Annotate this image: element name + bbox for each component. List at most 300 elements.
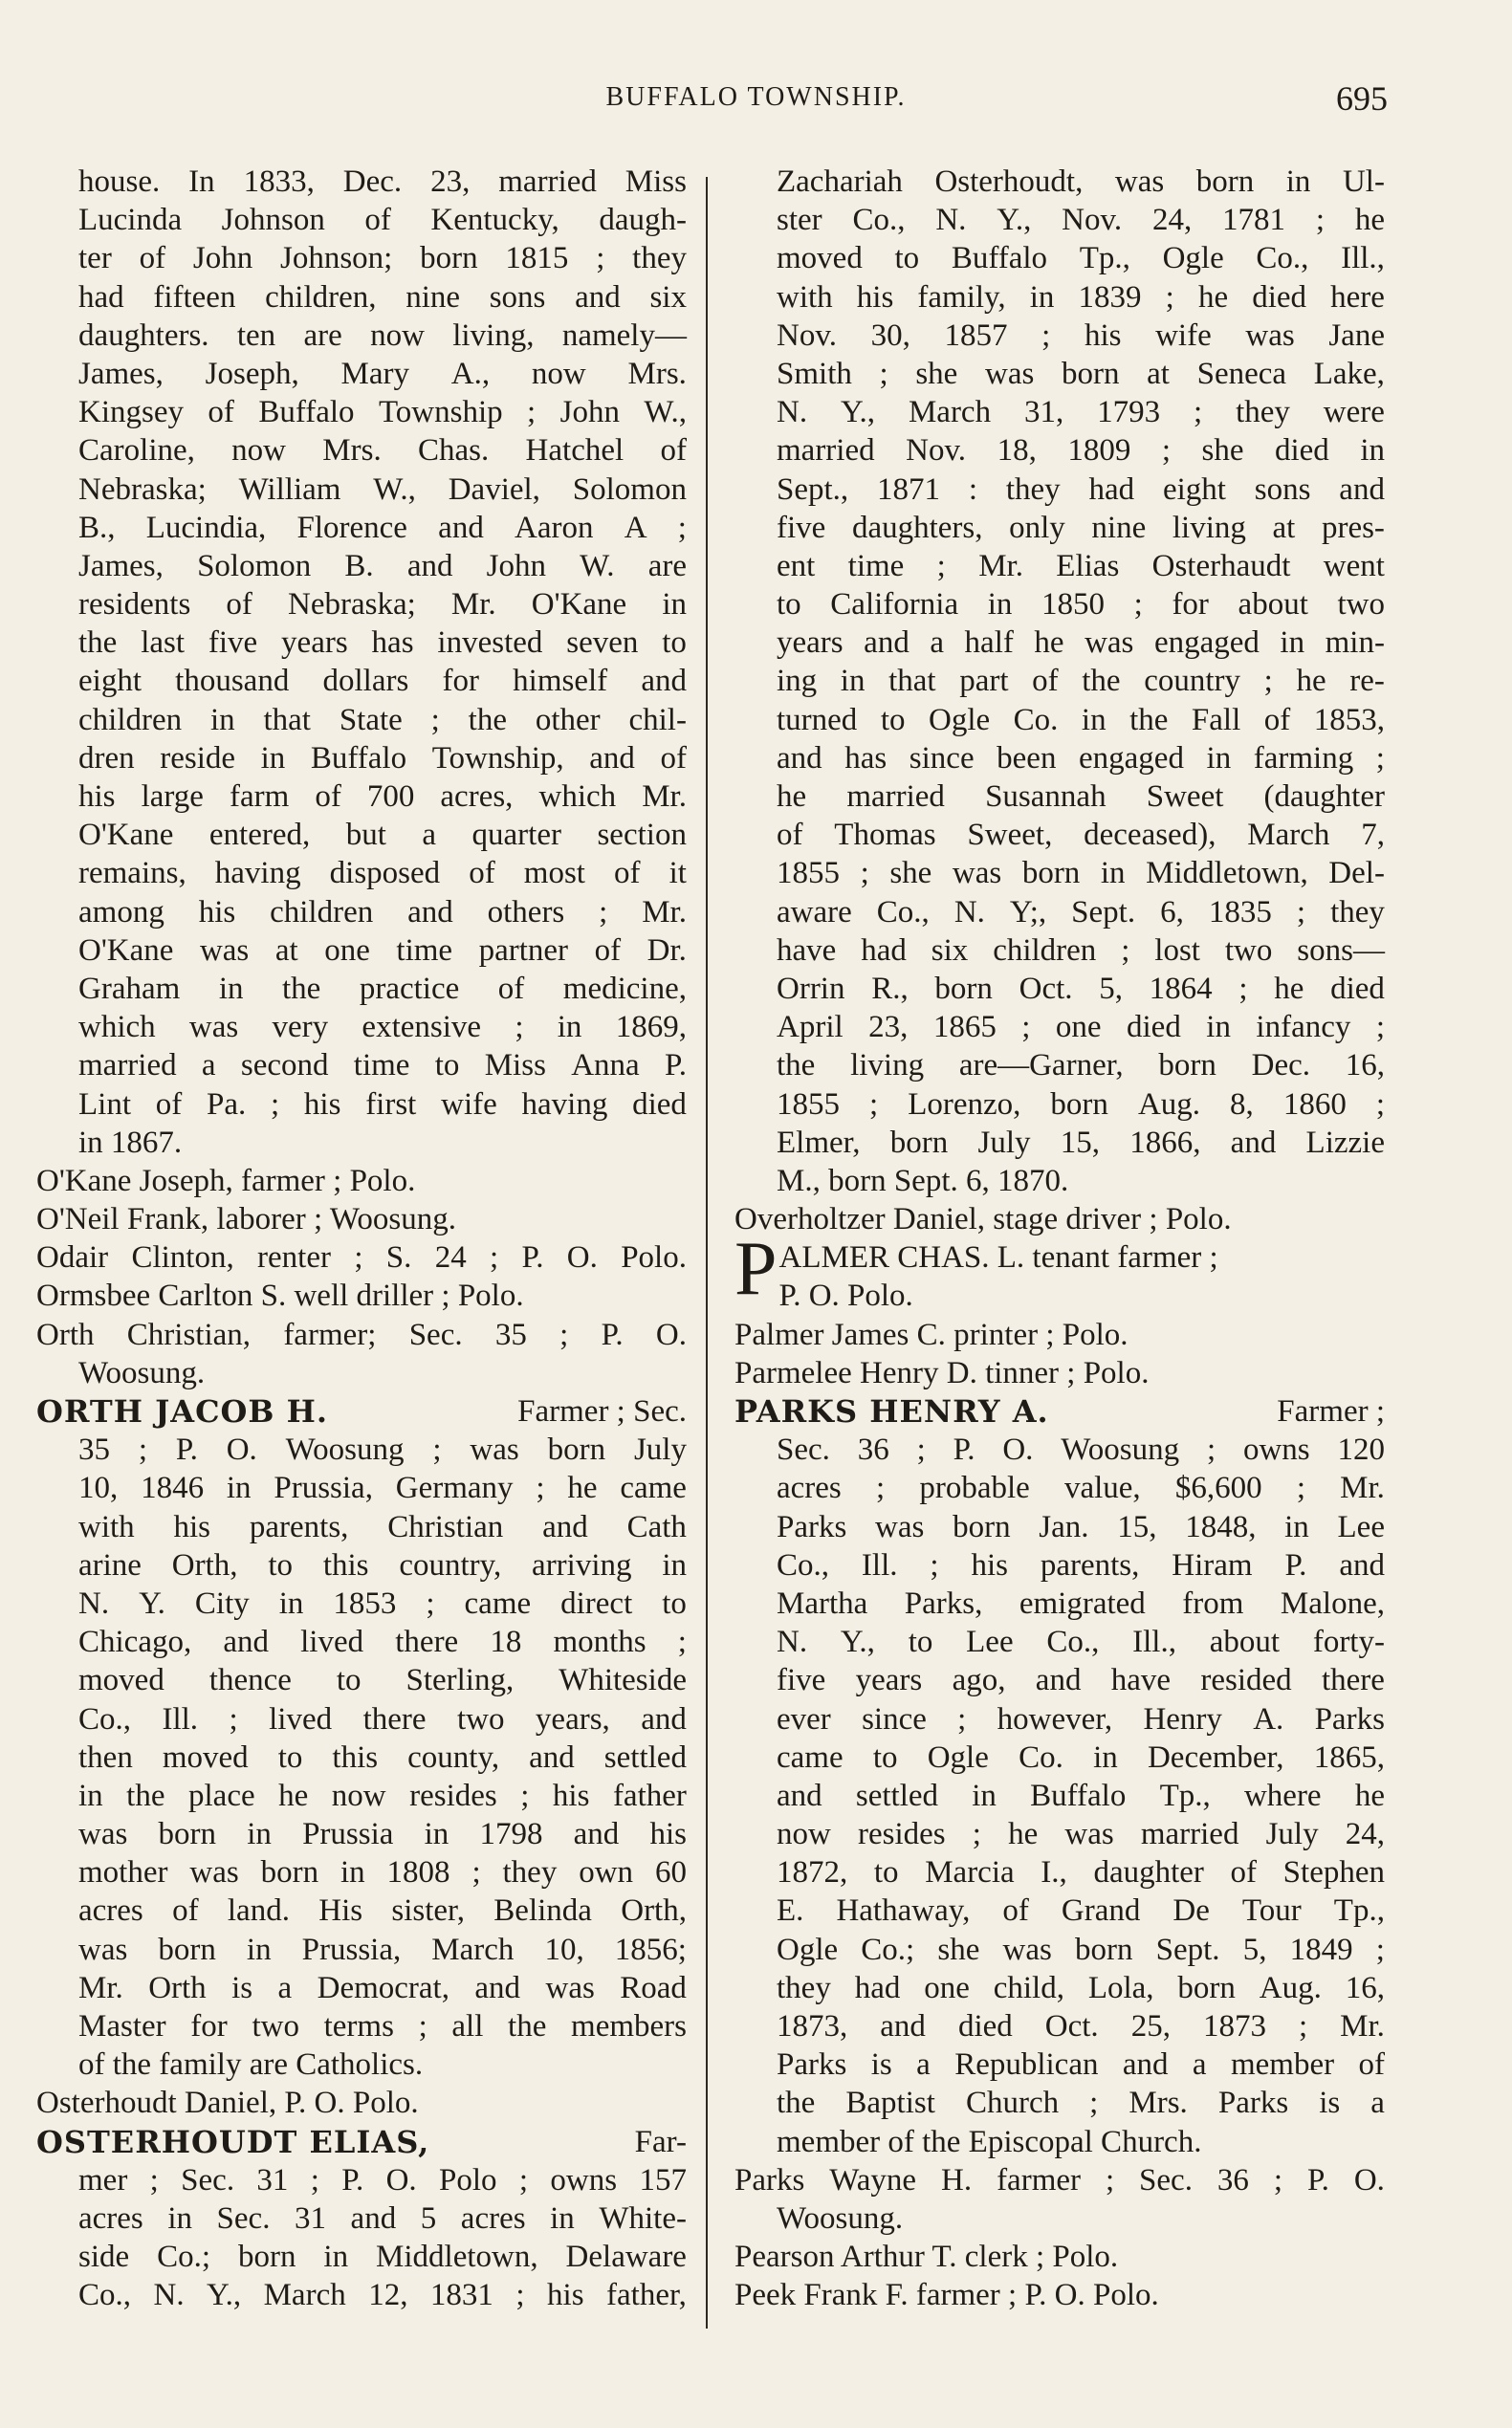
text-line (734, 2276, 1385, 2314)
word: Sec. (408, 1317, 463, 1352)
word: forty- (1312, 1625, 1385, 1660)
word: 1855 (777, 1086, 840, 1122)
word: terms (323, 2009, 394, 2044)
word: Osterhaudt (1151, 548, 1291, 583)
text-line (36, 893, 687, 931)
word: acres (777, 1471, 842, 1506)
word: of (155, 1086, 183, 1122)
word: 1835 (1208, 894, 1272, 930)
word: in (1284, 1509, 1309, 1544)
line-text (777, 355, 1385, 393)
line-text (78, 1815, 687, 1853)
word: Elmer, (777, 1125, 861, 1160)
word: he (1008, 1817, 1039, 1852)
word: Oct. (1019, 971, 1073, 1006)
line-text (78, 1085, 687, 1124)
line-text (78, 970, 687, 1008)
word: in (218, 971, 244, 1006)
word: lived (300, 1625, 364, 1660)
word: and (1122, 2047, 1169, 2083)
line-text: Woosung. (777, 2200, 904, 2236)
word: ter (78, 241, 112, 276)
word: in (226, 1471, 252, 1506)
word: P. (953, 1433, 975, 1468)
word: his (78, 779, 116, 814)
word: in (662, 587, 687, 623)
word: born (260, 1855, 319, 1891)
word: his (552, 1778, 590, 1813)
word: Polo (439, 2162, 497, 2198)
word: where (1243, 1778, 1322, 1813)
word: 10, (544, 1932, 584, 1967)
word: 1855 (777, 856, 840, 891)
word: Mrs. (627, 356, 687, 391)
word: Susannah (985, 779, 1107, 814)
word: ; (426, 1586, 435, 1621)
word: ; (1273, 2162, 1282, 2198)
line-text (777, 278, 1385, 317)
word: to (662, 1586, 687, 1621)
line-text (78, 1585, 687, 1623)
word: and (777, 1778, 822, 1813)
word: 23, (430, 164, 471, 199)
word: ; (916, 1433, 926, 1468)
line-text (78, 1431, 687, 1469)
word: his (547, 2278, 584, 2313)
word: Road (620, 1970, 687, 2005)
line-text (78, 393, 687, 431)
text-line (734, 585, 1385, 623)
line-text: of the family are Catholics. (78, 2047, 424, 2083)
word: W., (373, 471, 416, 507)
word: Nov. (906, 433, 967, 469)
word: in (246, 1932, 272, 1967)
word: sons (489, 279, 546, 315)
word: house. (78, 164, 161, 199)
word: 36 (857, 1433, 889, 1468)
word: to (873, 1855, 899, 1891)
word: March (908, 395, 992, 430)
word: ; (1296, 1471, 1305, 1506)
directory-entry-dropcap (734, 1227, 1385, 1315)
text-line (36, 163, 687, 201)
word: $6,600 (1174, 1471, 1262, 1506)
line-text (734, 2161, 1385, 2199)
word: Wayne (829, 2162, 917, 2198)
word: ; (1375, 1010, 1385, 1045)
word: mer (78, 2162, 128, 2198)
word: Township, (431, 740, 564, 776)
text-line (36, 1546, 687, 1585)
line-text (78, 1739, 687, 1777)
word: H. (941, 2162, 973, 2198)
word: daughter (1093, 1855, 1204, 1891)
line-text (777, 1853, 1385, 1892)
word: went (1323, 548, 1385, 583)
word: William (238, 471, 341, 507)
word: 1793 (1097, 395, 1161, 430)
word: and (1035, 1663, 1082, 1698)
line-text (777, 317, 1385, 355)
word: two (252, 2009, 299, 2044)
word: Co.; (861, 1932, 915, 1967)
word: min- (1325, 625, 1385, 661)
word: acres (78, 2200, 143, 2236)
word: ; (1105, 2162, 1115, 2198)
running-head (0, 79, 1512, 130)
word: 15, (1117, 1509, 1157, 1544)
word: in (167, 2200, 192, 2236)
word: acres (460, 2200, 526, 2236)
text-line (36, 547, 687, 585)
word: of (660, 433, 687, 469)
word: married (1140, 1817, 1239, 1852)
word: 18 (490, 1625, 522, 1660)
word: one (924, 1970, 970, 2005)
text-line (734, 1508, 1385, 1546)
word: John (192, 241, 253, 276)
word: ; (559, 1317, 569, 1352)
text-line (36, 1238, 687, 1277)
word: to (777, 587, 801, 623)
line-text (78, 2276, 687, 2314)
text-line (36, 1316, 687, 1354)
word: and (407, 894, 453, 930)
text-line (36, 777, 687, 816)
word: owns (550, 2162, 618, 2198)
word: and (1339, 1547, 1385, 1583)
word: county, (407, 1739, 500, 1775)
word: parents, (1040, 1547, 1140, 1583)
word: died (1252, 279, 1307, 315)
word: was (1002, 1932, 1052, 1967)
text-line (36, 2238, 687, 2276)
word: she (937, 1932, 980, 1967)
text-line (36, 662, 687, 700)
text-line (36, 854, 687, 892)
line-text (78, 2238, 687, 2276)
word: 31 (256, 2162, 289, 2198)
word: Orrin (777, 971, 845, 1006)
word: namely— (561, 317, 687, 353)
word: 60 (654, 1855, 687, 1891)
word: his (173, 1509, 211, 1544)
word: in (209, 702, 235, 737)
word: ; (1298, 2009, 1308, 2045)
word: 5, (1242, 1932, 1267, 1967)
word: Smith (777, 356, 852, 391)
line-text (777, 470, 1385, 509)
text-line (734, 393, 1385, 431)
word: owns (1242, 1433, 1310, 1468)
word: and (438, 510, 484, 545)
text-line (36, 239, 687, 277)
word: : (968, 471, 977, 507)
word: of (1230, 1855, 1258, 1891)
word: a (930, 625, 945, 661)
word: all (451, 2009, 484, 2044)
word: six (649, 279, 687, 315)
word: it (668, 856, 687, 891)
word: half (964, 625, 1014, 661)
word: was (470, 1433, 519, 1468)
word: and (542, 1509, 588, 1544)
word: of (226, 587, 252, 623)
word: Sept. (1155, 1932, 1220, 1967)
text-line (734, 1777, 1385, 1815)
word: the (1082, 664, 1121, 699)
word: deceased), (1084, 818, 1216, 853)
word: in (662, 1547, 687, 1583)
text-line (734, 970, 1385, 1008)
word: Lucindia, (145, 510, 267, 545)
word: the (126, 1778, 165, 1813)
word: at (1147, 356, 1170, 391)
word: ; (879, 356, 888, 391)
line-text (78, 2199, 687, 2238)
word: Hathaway, (836, 1893, 971, 1929)
word: time (396, 932, 453, 968)
word: 1865, (1313, 1739, 1385, 1775)
word: Anna (571, 1048, 640, 1083)
word: Mr. (450, 587, 496, 623)
word: Middletown, (1146, 856, 1308, 891)
word: five (777, 510, 826, 545)
word: Marcia (925, 1855, 1015, 1891)
text-line (734, 355, 1385, 393)
line-text (78, 1046, 687, 1084)
word: Christian (387, 1509, 504, 1544)
line-text (777, 1124, 1385, 1162)
word: he (1034, 625, 1064, 661)
line-text (777, 163, 1385, 201)
word: and (777, 740, 822, 776)
word: child, (993, 1970, 1064, 2005)
text-line (734, 239, 1385, 277)
word: he (1296, 664, 1326, 699)
word: of (315, 779, 341, 814)
word: Florence (296, 510, 407, 545)
word: infancy (1256, 1010, 1351, 1045)
word: value, (1063, 1471, 1141, 1506)
text-line (734, 1931, 1385, 1969)
word: of (364, 203, 391, 238)
word: born (1021, 856, 1081, 891)
word: Ul- (1342, 164, 1385, 199)
word: side (78, 2240, 130, 2275)
word: Hiram (1172, 1547, 1253, 1583)
word: fifteen (153, 279, 236, 315)
word: of (208, 395, 234, 430)
word: children (270, 894, 374, 930)
word: in (424, 1817, 449, 1852)
text-line (734, 2161, 1385, 2199)
word: in (260, 740, 286, 776)
word: 1871 (877, 471, 940, 507)
text-line (734, 1469, 1385, 1507)
word: W. (580, 548, 615, 583)
entry-text: Far- (634, 2124, 687, 2159)
word: ; (354, 1240, 363, 1276)
word: Mrs. (1129, 2086, 1188, 2121)
word: A. (1253, 1701, 1284, 1737)
word: 1808 (386, 1855, 450, 1891)
text-line (734, 623, 1385, 662)
word: Kingsey (78, 395, 184, 430)
word: country, (399, 1547, 502, 1583)
word: in (1100, 856, 1126, 891)
word: 16, (1345, 1970, 1385, 2005)
line-text: Osterhoudt Daniel, P. O. Polo. (36, 2086, 419, 2121)
word: Woosung (285, 1433, 405, 1468)
word: R., (871, 971, 909, 1006)
word: is (231, 1970, 253, 2005)
word: N. (953, 894, 985, 930)
word: since (909, 740, 975, 776)
word: 1815 (505, 241, 569, 276)
text-line (734, 2238, 1385, 2276)
text-line (734, 2123, 1385, 2161)
line-text (78, 431, 687, 470)
text-line (36, 201, 687, 239)
line-text: Parmelee Henry D. tinner ; Polo. (734, 1355, 1150, 1390)
word: ; (599, 894, 608, 930)
word: has (371, 625, 414, 661)
word: resided (1200, 1663, 1292, 1698)
word: very (272, 1010, 329, 1045)
word: 1846 (141, 1471, 205, 1506)
word: one (324, 932, 370, 968)
word: they (777, 1970, 831, 2005)
word: she (1201, 433, 1244, 469)
word: part (959, 664, 1009, 699)
word: Y., (840, 395, 876, 430)
word: Aug. (1259, 1970, 1322, 2005)
word: of (1002, 1893, 1029, 1929)
word: at (1272, 510, 1296, 545)
word: large (141, 779, 204, 814)
word: N. (935, 203, 967, 238)
word: had (1088, 471, 1135, 507)
word: resides (857, 1817, 946, 1852)
word: settled (855, 1778, 939, 1813)
word: ; (490, 1240, 499, 1276)
word: O'Kane (531, 587, 627, 623)
entry-text: Farmer ; (1277, 1394, 1385, 1430)
word: father, (606, 2278, 687, 2313)
word: Ill. (861, 1547, 898, 1583)
word: having (214, 856, 301, 891)
word: Sec. (181, 2162, 235, 2198)
word: Lorenzo, (908, 1086, 1021, 1122)
text-line (734, 317, 1385, 355)
word: from (1182, 1586, 1244, 1621)
word: of (1032, 664, 1059, 699)
word: entered, (208, 818, 311, 853)
word: place (188, 1778, 255, 1813)
word: with (777, 279, 833, 315)
word: March (263, 2278, 346, 2313)
word: Lucinda (78, 203, 183, 238)
word: born (547, 1433, 606, 1468)
text-line (36, 1277, 687, 1315)
word: Parks, (904, 1586, 983, 1621)
text-line (36, 2161, 687, 2199)
word: father (612, 1778, 687, 1813)
line-text (777, 739, 1385, 777)
text-line (36, 1931, 687, 1969)
word: Parks (734, 2162, 805, 2198)
word: B., (78, 510, 116, 545)
text-line (734, 1546, 1385, 1585)
word: Republican (954, 2047, 1099, 2083)
word: ; (1263, 664, 1273, 699)
word: nine (1091, 510, 1147, 545)
word: O'Kane (78, 932, 174, 968)
line-text (777, 509, 1385, 547)
word: is (870, 2047, 892, 2083)
word: acres (78, 1893, 143, 1929)
line-text: Ormsbee Carlton S. well driller ; Polo. (36, 1279, 524, 1314)
word: Caroline, (78, 433, 195, 469)
word: to (872, 1739, 898, 1775)
word: Y., (207, 2278, 242, 2313)
left-column (36, 163, 687, 2315)
word: engaged (1153, 625, 1260, 661)
word: they (1330, 894, 1385, 930)
line-text: Overholtzer Daniel, stage driver ; Polo. (734, 1202, 1232, 1237)
word: in (550, 2200, 575, 2236)
word: then (78, 1739, 133, 1775)
text-line (36, 431, 687, 470)
word: Miss (484, 1048, 546, 1083)
word: Buffalo (951, 241, 1048, 276)
word: he (1197, 279, 1229, 315)
word: P. (175, 1433, 198, 1468)
word: daughters, (851, 510, 983, 545)
word: Johnson; (280, 241, 393, 276)
word: been (997, 740, 1057, 776)
word: 1853, (1313, 702, 1385, 737)
word: California (830, 587, 959, 623)
word: eight (1162, 471, 1226, 507)
word: to (277, 1739, 303, 1775)
word: that (888, 664, 936, 699)
word: and (589, 740, 635, 776)
word: first (365, 1086, 417, 1122)
line-text (78, 854, 687, 892)
word: in (1285, 164, 1311, 199)
word: they (1236, 395, 1290, 430)
text-line (734, 1085, 1385, 1124)
word: Orth, (621, 1893, 687, 1929)
word: last (141, 625, 186, 661)
column-divider (706, 177, 708, 2329)
word: the (78, 625, 118, 661)
word: ; (515, 1010, 524, 1045)
word: to (662, 625, 687, 661)
word: Thomas (834, 818, 936, 853)
word: ; (1375, 1086, 1385, 1122)
line-text (777, 931, 1385, 970)
word: of (660, 740, 687, 776)
word: now (531, 356, 586, 391)
word: members (571, 2009, 687, 2044)
text-line (36, 1739, 687, 1777)
word: 1872, (777, 1855, 848, 1891)
word: 1869, (615, 1010, 687, 1045)
word: here (1330, 279, 1385, 315)
